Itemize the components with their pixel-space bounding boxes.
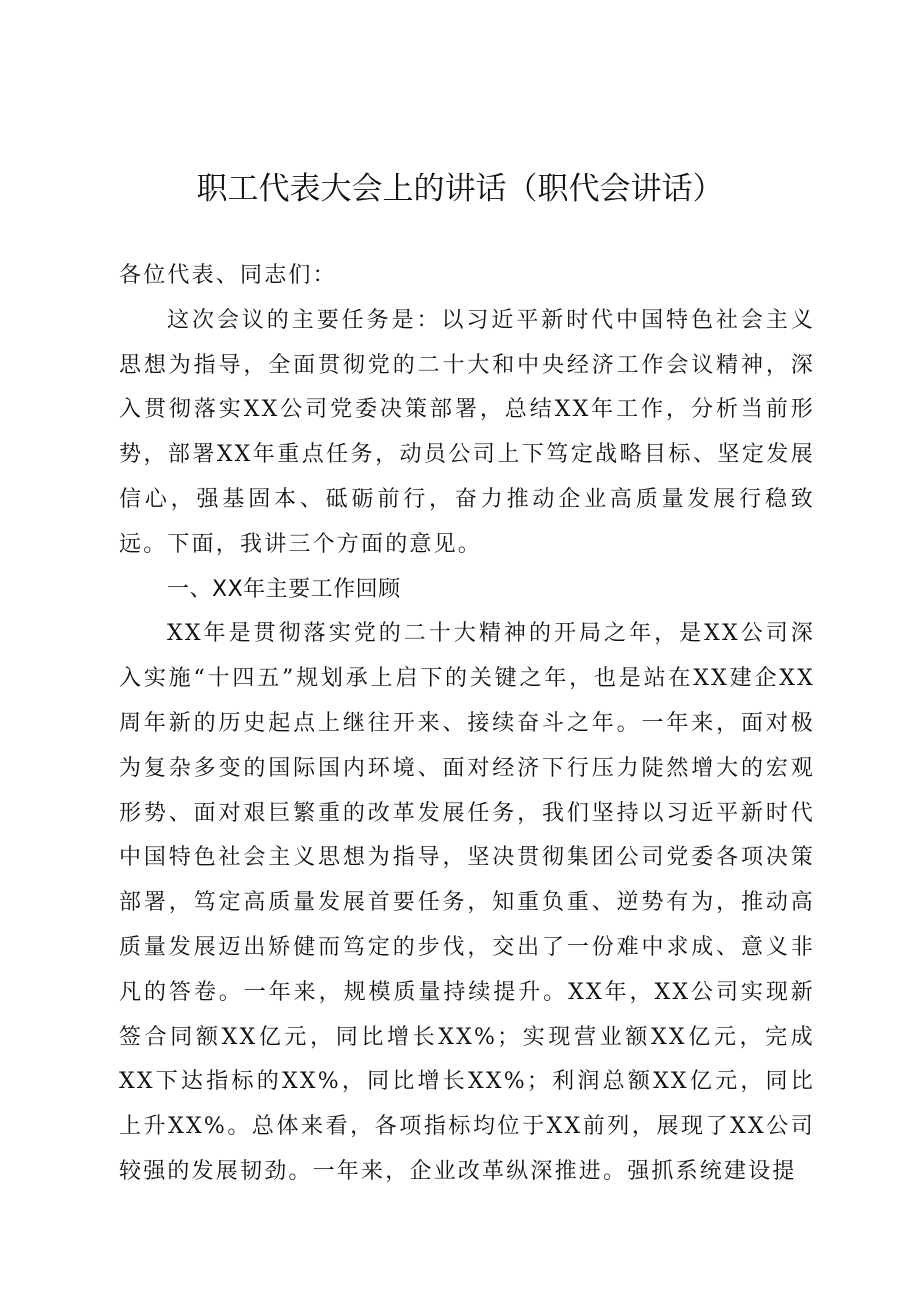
document-body [119, 254, 815, 1195]
section-heading: 一、XX年主要工作回顾 [167, 576, 401, 602]
salutation: 各位代表、同志们： [119, 263, 337, 288]
section-paragraph: XX年是贯彻落实党的二十大精神的开局之年，是XX公司深入实施“十四五”规划承上启下的关键之年，也是站在XX建企XX周年新的历史起点上继往开来、接续奋斗之年。一年来，面对极为复杂多变的国际国内环境、面对经济下行压力陡然增大的宏观形势、面对艰巨繁重的改革发展任务，我们坚持以习近平新时代中国特色社会主义思想为指导，坚决贯彻集团公司党委各项决策部署，笃定高质量发展首要任务，知重负重、逆势有为，推动高质量发展迈出矫健而笃定的步伐，交出了一份难中求成、意义非凡的答卷。一年来，规模质量持续提升。XX年，XX公司实现新签合同额XX亿元，同比增长XX%；实现营业额XX亿元，完成XX下达指标的XX%，同比增长XX%；利润总额XX亿元，同比上升XX%。总体来看，各项指标均位于XX前列，展现了XX公司较强的发展韧劲。一年来，企业改革纵深推进。强抓系统建设提 [119, 621, 815, 1184]
document-title: 职工代表大会上的讲话（职代会讲话） [196, 171, 724, 207]
intro-paragraph: 这次会议的主要任务是：以习近平新时代中国特色社会主义思想为指导，全面贯彻党的二十大和中央经济工作会议精神，深入贯彻落实XX公司党委决策部署，总结XX年工作，分析当前形势，部署XX年重点任务，动员公司上下笃定战略目标、坚定发展信心，强基固本、砥砺前行，奋力推动企业高质量发展行稳致远。下面，我讲三个方面的意见。 [119, 307, 815, 557]
